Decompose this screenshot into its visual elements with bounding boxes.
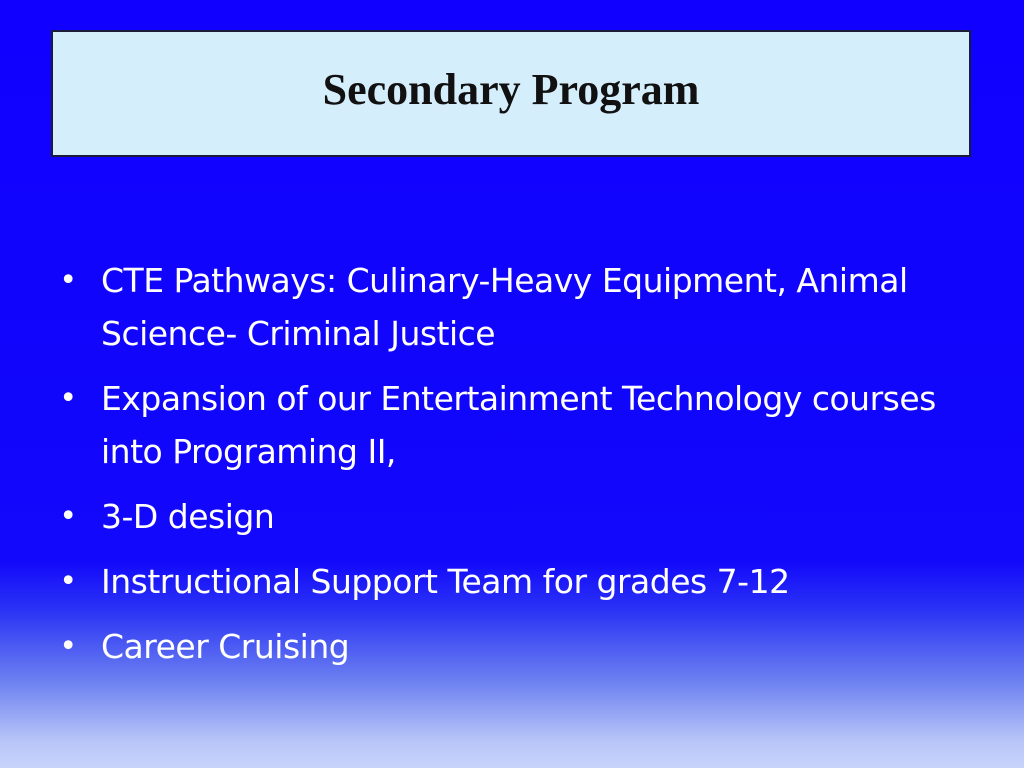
bullet-text: Career Cruising bbox=[101, 627, 350, 666]
bullet-icon: • bbox=[59, 381, 77, 416]
bullet-list bbox=[58, 254, 958, 685]
bullet-icon: • bbox=[59, 263, 77, 298]
list-item bbox=[58, 555, 958, 608]
bullet-text: 3-D design bbox=[101, 497, 275, 536]
bullet-text: CTE Pathways: Culinary-Heavy Equipment, Animal Science- Criminal Justice bbox=[101, 261, 908, 353]
title-box bbox=[51, 30, 971, 157]
bullet-icon: • bbox=[59, 499, 77, 534]
list-item bbox=[58, 372, 958, 478]
bullet-icon: • bbox=[59, 629, 77, 664]
bullet-icon: • bbox=[59, 564, 77, 599]
bullet-text: Instructional Support Team for grades 7-12 bbox=[101, 562, 790, 601]
bullet-text: Expansion of our Entertainment Technology courses into Programing II, bbox=[101, 379, 936, 471]
list-item bbox=[58, 620, 958, 673]
list-item bbox=[58, 254, 958, 360]
slide-title: Secondary Program bbox=[322, 65, 700, 114]
list-item bbox=[58, 490, 958, 543]
